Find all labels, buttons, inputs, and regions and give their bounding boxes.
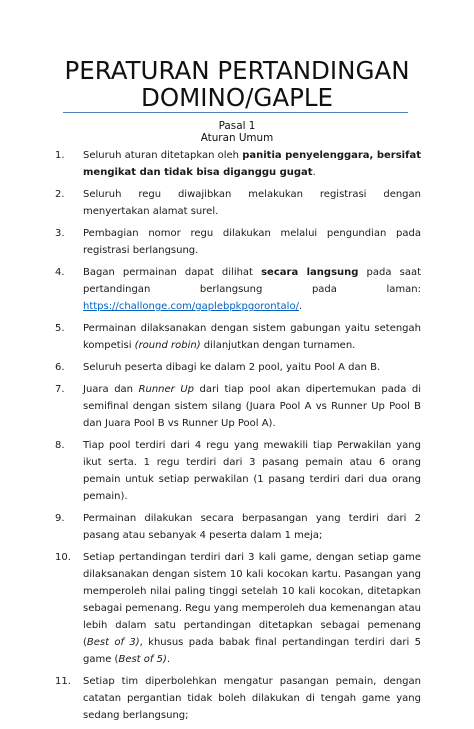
- item-number: 2.: [55, 189, 65, 200]
- item-text: Juara dan Runner Up dari tiap pool akan dipertemukan pada di semifinal dengan sistem silang (Juara Pool A vs Runner Up Pool B dan Juara Pool B vs Runner Up Pool A).: [83, 384, 421, 429]
- list-item: [55, 359, 421, 376]
- item-number: 5.: [55, 323, 65, 334]
- list-item: [55, 225, 421, 259]
- title-divider: [63, 112, 408, 113]
- rules-list: [55, 147, 421, 729]
- document-title-line1: PERATURAN PERTANDINGAN: [64, 56, 410, 85]
- pasal-subtitle: Aturan Umum: [200, 132, 274, 144]
- list-item: [55, 147, 421, 181]
- list-item: [55, 510, 421, 544]
- bracket-link[interactable]: https://challonge.com/gaplebpkpgorontalo/: [83, 301, 299, 312]
- item-number: 7.: [55, 384, 65, 395]
- item-text: Tiap pool terdiri dari 4 regu yang mewakili tiap Perwakilan yang ikut serta. 1 regu terdiri dari 3 pasang pemain atau 6 orang pemain untuk setiap perwakilan (1 pasang terdiri dari dua orang pemain).: [83, 440, 421, 502]
- item-number: 1.: [55, 150, 65, 161]
- list-item: [55, 673, 421, 724]
- list-item: [55, 264, 421, 315]
- item-text: Seluruh aturan ditetapkan oleh panitia penyelenggara, bersifat mengikat dan tidak bisa diganggu gugat.: [83, 150, 421, 178]
- item-number: 3.: [55, 228, 65, 239]
- item-number: 4.: [55, 267, 65, 278]
- item-text: Seluruh regu diwajibkan melakukan registrasi dengan menyertakan alamat surel.: [83, 189, 421, 217]
- list-item: [55, 381, 421, 432]
- item-number: 10.: [55, 552, 71, 563]
- item-text: Seluruh peserta dibagi ke dalam 2 pool, yaitu Pool A dan B.: [83, 362, 381, 373]
- list-item: [55, 186, 421, 220]
- item-number: 11.: [55, 676, 71, 687]
- item-text: Pembagian nomor regu dilakukan melalui pengundian pada registrasi berlangsung.: [83, 228, 421, 256]
- item-text: Setiap pertandingan terdiri dari 3 kali game, dengan setiap game dilaksanakan dengan sistem 10 kali kocokan kartu. Pasangan yang memperoleh nilai paling tinggi setelah 10 kali kocokan, ditetapkan sebagai pemenang. Regu yang memperoleh dua kemenangan atau lebih dalam satu pertandingan ditetapkan sebagai pemenang (Best of 3), khusus pada babak final pertandingan terdiri dari 5 game (Best of 5).: [83, 552, 421, 665]
- list-item: [55, 320, 421, 354]
- item-text: Permainan dilaksanakan dengan sistem gabungan yaitu setengah kompetisi (round robin) dilanjutkan dengan turnamen.: [83, 323, 421, 351]
- item-text: Bagan permainan dapat dilihat secara langsung pada saat pertandingan berlangsung pada laman: https://challonge.com/gaplebpkpgorontalo/.: [83, 267, 421, 312]
- list-item: [55, 437, 421, 505]
- pasal-heading: Pasal 1: [218, 120, 256, 132]
- item-text: Permainan dilakukan secara berpasangan yang terdiri dari 2 pasang atau sebanyak 4 peserta dalam 1 meja;: [83, 513, 421, 541]
- item-number: 9.: [55, 513, 65, 524]
- item-text: Setiap tim diperbolehkan mengatur pasangan pemain, dengan catatan pergantian tidak boleh dilakukan di tengah game yang sedang berlangsung;: [83, 676, 421, 721]
- item-number: 8.: [55, 440, 65, 451]
- document-title-line2: DOMINO/GAPLE: [140, 83, 334, 112]
- list-item: [55, 549, 421, 668]
- item-number: 6.: [55, 362, 65, 373]
